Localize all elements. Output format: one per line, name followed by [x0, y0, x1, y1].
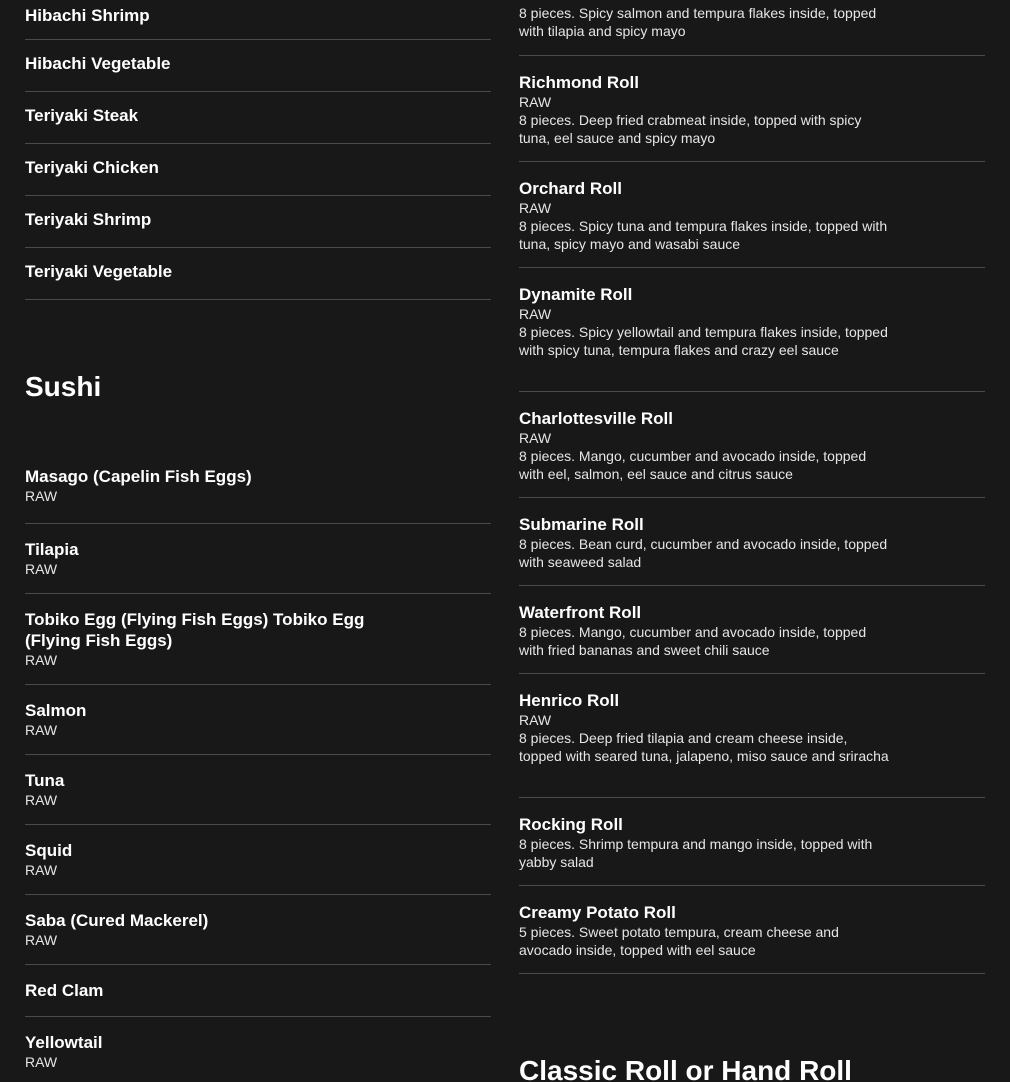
- item-name: Orchard Roll: [519, 179, 622, 198]
- menu-item[interactable]: [519, 498, 985, 586]
- menu-item[interactable]: [25, 144, 491, 196]
- item-name: Teriyaki Vegetable: [25, 262, 173, 281]
- menu-item[interactable]: [25, 40, 491, 92]
- item-name: Hibachi Vegetable: [25, 54, 171, 73]
- item-name: Rocking Roll: [519, 815, 623, 834]
- menu-item[interactable]: [519, 674, 985, 798]
- menu-item[interactable]: [25, 685, 491, 755]
- menu-item[interactable]: [25, 594, 491, 685]
- item-description: 8 pieces. Mango, cucumber and avocado inside, topped with fried bananas and sweet chili sauce: [519, 624, 867, 658]
- menu-item[interactable]: [25, 965, 491, 1017]
- raw-tag: RAW: [25, 722, 58, 738]
- menu-item[interactable]: [519, 56, 985, 162]
- menu-item[interactable]: [519, 586, 985, 674]
- menu-item[interactable]: [519, 0, 985, 56]
- left-column: [25, 0, 491, 1082]
- item-name: Tilapia: [25, 540, 79, 559]
- item-name: Richmond Roll: [519, 73, 639, 92]
- item-description: 8 pieces. Shrimp tempura and mango inside, topped with yabby salad: [519, 836, 873, 870]
- menu-item[interactable]: [25, 92, 491, 144]
- item-description: 8 pieces. Spicy salmon and tempura flakes inside, topped with tilapia and spicy mayo: [519, 5, 877, 39]
- menu-item[interactable]: [25, 895, 491, 965]
- menu-item[interactable]: [25, 0, 491, 40]
- item-description: 8 pieces. Mango, cucumber and avocado inside, topped with eel, salmon, eel sauce and citrus sauce: [519, 448, 867, 482]
- item-name: Yellowtail: [25, 1033, 103, 1052]
- menu-item[interactable]: [519, 268, 985, 392]
- raw-tag: RAW: [519, 430, 552, 446]
- item-description: 8 pieces. Spicy yellowtail and tempura flakes inside, topped with spicy tuna, tempura flakes and crazy eel sauce: [519, 324, 888, 358]
- item-name: Creamy Potato Roll: [519, 903, 676, 922]
- menu-item[interactable]: [25, 755, 491, 825]
- section-title-sushi: Sushi: [25, 371, 102, 402]
- item-name: Waterfront Roll: [519, 603, 642, 622]
- raw-tag: RAW: [25, 1054, 58, 1070]
- item-name: Tobiko Egg (Flying Fish Eggs) Tobiko Egg (Flying Fish Eggs): [25, 610, 365, 650]
- menu-item[interactable]: [519, 798, 985, 886]
- raw-tag: RAW: [25, 932, 58, 948]
- item-name: Squid: [25, 841, 73, 860]
- raw-tag: RAW: [25, 561, 58, 577]
- item-name: Teriyaki Shrimp: [25, 210, 152, 229]
- item-description: 8 pieces. Deep fried crabmeat inside, topped with spicy tuna, eel sauce and spicy mayo: [519, 112, 862, 146]
- raw-tag: RAW: [519, 712, 552, 728]
- raw-tag: RAW: [519, 94, 552, 110]
- item-name: Henrico Roll: [519, 691, 620, 710]
- item-name: Submarine Roll: [519, 515, 644, 534]
- raw-tag: RAW: [25, 862, 58, 878]
- raw-tag: RAW: [519, 306, 552, 322]
- item-description: 8 pieces. Deep fried tilapia and cream cheese inside, topped with seared tuna, jalapeno, miso sauce and sriracha: [519, 730, 889, 764]
- raw-tag: RAW: [25, 792, 58, 808]
- raw-tag: RAW: [25, 488, 58, 504]
- item-name: Salmon: [25, 701, 87, 720]
- item-name: Teriyaki Chicken: [25, 158, 159, 177]
- menu-item[interactable]: [25, 1017, 491, 1082]
- section-title-classic-roll: Classic Roll or Hand Roll: [519, 1055, 852, 1082]
- raw-tag: RAW: [25, 652, 58, 668]
- menu-item[interactable]: [519, 886, 985, 974]
- item-name: Hibachi Shrimp: [25, 6, 150, 25]
- menu-item[interactable]: [25, 466, 491, 524]
- item-description: 5 pieces. Sweet potato tempura, cream cheese and avocado inside, topped with eel sauce: [519, 924, 839, 958]
- right-column: [519, 0, 985, 1082]
- item-name: Saba (Cured Mackerel): [25, 911, 209, 930]
- item-name: Masago (Capelin Fish Eggs): [25, 467, 252, 486]
- menu-item[interactable]: [25, 248, 491, 300]
- item-name: Red Clam: [25, 981, 104, 1000]
- item-name: Charlottesville Roll: [519, 409, 673, 428]
- menu-item[interactable]: [519, 392, 985, 498]
- item-description: 8 pieces. Spicy tuna and tempura flakes inside, topped with tuna, spicy mayo and wasabi sauce: [519, 218, 888, 252]
- item-name: Tuna: [25, 771, 65, 790]
- item-description: 8 pieces. Bean curd, cucumber and avocado inside, topped with seaweed salad: [519, 536, 888, 570]
- menu-item[interactable]: [25, 196, 491, 248]
- raw-tag: RAW: [519, 200, 552, 216]
- menu-item[interactable]: [519, 162, 985, 268]
- menu-item[interactable]: [25, 524, 491, 594]
- item-name: Dynamite Roll: [519, 285, 633, 304]
- item-name: Teriyaki Steak: [25, 106, 139, 125]
- menu-item[interactable]: [25, 825, 491, 895]
